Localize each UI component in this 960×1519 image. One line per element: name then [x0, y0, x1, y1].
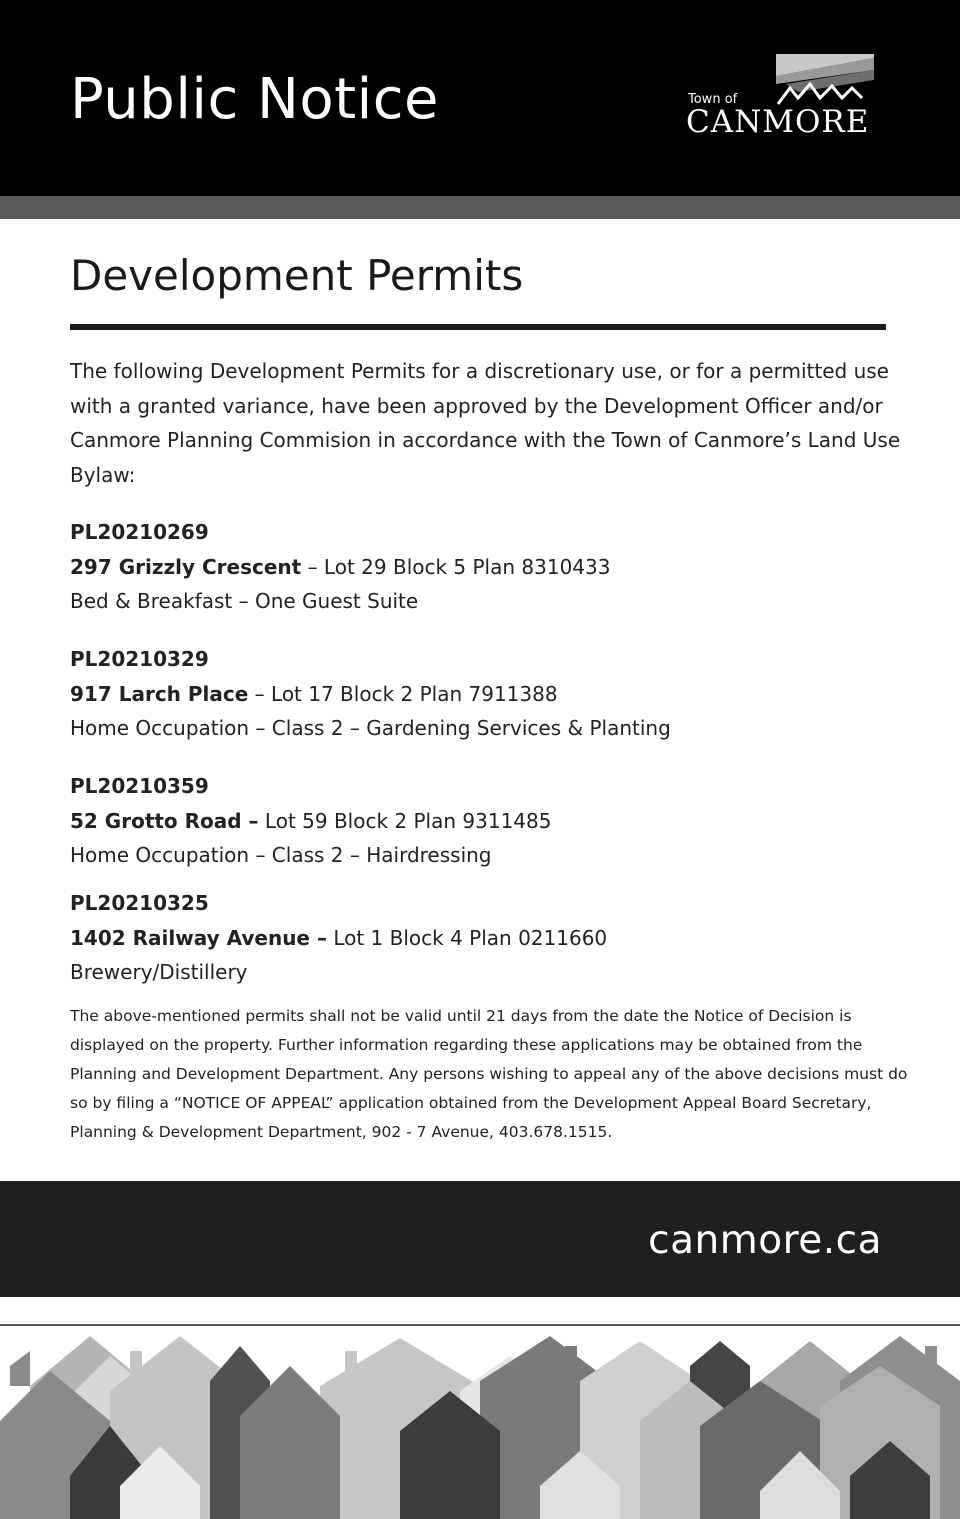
page-title: Public Notice — [70, 67, 439, 132]
permit-id: PL20210325 — [70, 891, 209, 915]
header-banner — [0, 0, 960, 196]
permit-address: 52 Grotto Road – — [70, 808, 259, 833]
intro-paragraph: The following Development Permits for a discretionary use, or for a permitted use with a granted variance, have been approved by the Development Officer and/or Canmore Planning Commision in accordance with the Town of Canmore’s Land Use Bylaw: — [70, 359, 901, 488]
permit-address: 1402 Railway Avenue – — [70, 925, 327, 950]
title-rule — [70, 324, 886, 330]
permit-location — [70, 804, 930, 839]
logo-wordmark: CANMORE — [686, 104, 870, 140]
permit-location — [70, 677, 930, 712]
permit-id: PL20210329 — [70, 647, 209, 671]
permit-location — [70, 550, 930, 585]
permit-use: Bed & Breakfast – One Guest Suite — [70, 589, 419, 614]
header-divider — [0, 196, 960, 219]
permit-use: Home Occupation – Class 2 – Hairdressing — [70, 843, 492, 868]
town-logo — [684, 54, 888, 144]
permit-legal: – Lot 29 Block 5 Plan 8310433 — [301, 554, 611, 579]
appeal-disclaimer: The above-mentioned permits shall not be valid until 21 days from the date the Notice of Decision is displayed on the property. Further information regarding these applications may be obtained from the Planning and Development Department. Any persons wishing to appeal any of the above decisions must do so by filing a “NOTICE OF APPEAL” application obtained from the Development Appeal Board Secretary, Planning & Development Department, 902 - 7 Avenue, 403.678.1515. — [70, 1007, 908, 1141]
permit-entry — [70, 769, 930, 873]
permit-use: Brewery/Distillery — [70, 960, 248, 985]
section-title: Development Permits — [70, 251, 524, 300]
mountain-logo-icon — [776, 54, 874, 106]
permit-address: 297 Grizzly Crescent — [70, 554, 302, 579]
permit-legal: Lot 1 Block 4 Plan 0211660 — [326, 925, 608, 950]
permit-legal: Lot 59 Block 2 Plan 9311485 — [258, 808, 552, 833]
permit-entry — [70, 886, 930, 990]
logo-small-text: Town of — [688, 92, 738, 107]
permit-entry — [70, 642, 930, 746]
permit-id: PL20210269 — [70, 520, 209, 544]
website-link[interactable]: canmore.ca — [648, 1218, 882, 1263]
houses-illustration — [0, 1326, 960, 1519]
permit-use: Home Occupation – Class 2 – Gardening Services & Planting — [70, 716, 671, 741]
permit-entry — [70, 515, 930, 619]
permit-legal: – Lot 17 Block 2 Plan 7911388 — [248, 681, 558, 706]
permit-address: 917 Larch Place — [70, 681, 249, 706]
permit-location — [70, 921, 930, 956]
permit-id: PL20210359 — [70, 774, 209, 798]
